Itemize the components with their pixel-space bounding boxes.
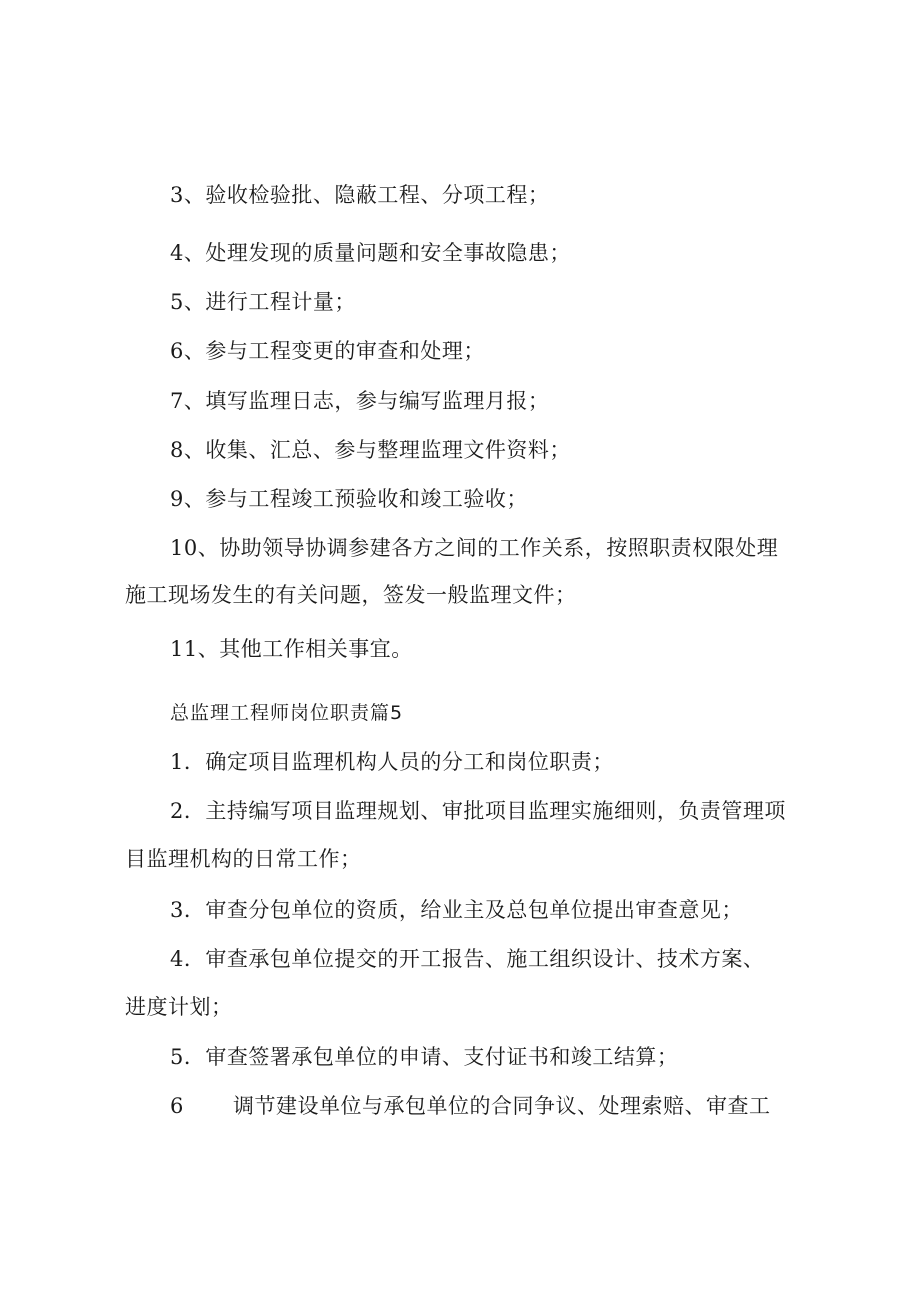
duty-item-6-number: 6 <box>170 1094 184 1118</box>
section-heading: 总监理工程师岗位职责篇5 <box>170 702 404 724</box>
duty-item-3: 3．审查分包单位的资质，给业主及总包单位提出审查意见； <box>170 898 743 922</box>
duty-item-6-text: 调节建设单位与承包单位的合同争议、处理索赔、审查工 <box>233 1094 771 1118</box>
list-item-10-line2: 施工现场发生的有关问题，签发一般监理文件； <box>125 583 577 607</box>
list-item-5: 5、进行工程计量； <box>170 290 356 314</box>
list-item-11: 11、其他工作相关事宜。 <box>170 637 413 661</box>
duty-item-5: 5．审查签署承包单位的申请、支付证书和竣工结算； <box>170 1045 679 1069</box>
duty-item-1: 1．确定项目监理机构人员的分工和岗位职责； <box>170 750 614 774</box>
list-item-6: 6、参与工程变更的审查和处理； <box>170 339 485 363</box>
list-item-4: 4、处理发现的质量问题和安全事故隐患； <box>170 241 571 265</box>
duty-item-2-line2: 目监理机构的日常工作； <box>125 847 362 871</box>
list-item-3: 3、验收检验批、隐蔽工程、分项工程； <box>170 183 550 207</box>
duty-item-4-line1: 4．审查承包单位提交的开工报告、施工组织设计、技术方案、 <box>170 947 765 971</box>
duty-item-2-line1: 2．主持编写项目监理规划、审批项目监理实施细则，负责管理项 <box>170 799 786 823</box>
list-item-9: 9、参与工程竣工预验收和竣工验收； <box>170 487 528 511</box>
list-item-10-line1: 10、协助领导协调参建各方之间的工作关系，按照职责权限处理 <box>170 536 779 560</box>
duty-item-4-line2: 进度计划； <box>125 995 233 1019</box>
list-item-8: 8、收集、汇总、参与整理监理文件资料； <box>170 438 571 462</box>
list-item-7: 7、填写监理日志，参与编写监理月报； <box>170 389 550 413</box>
